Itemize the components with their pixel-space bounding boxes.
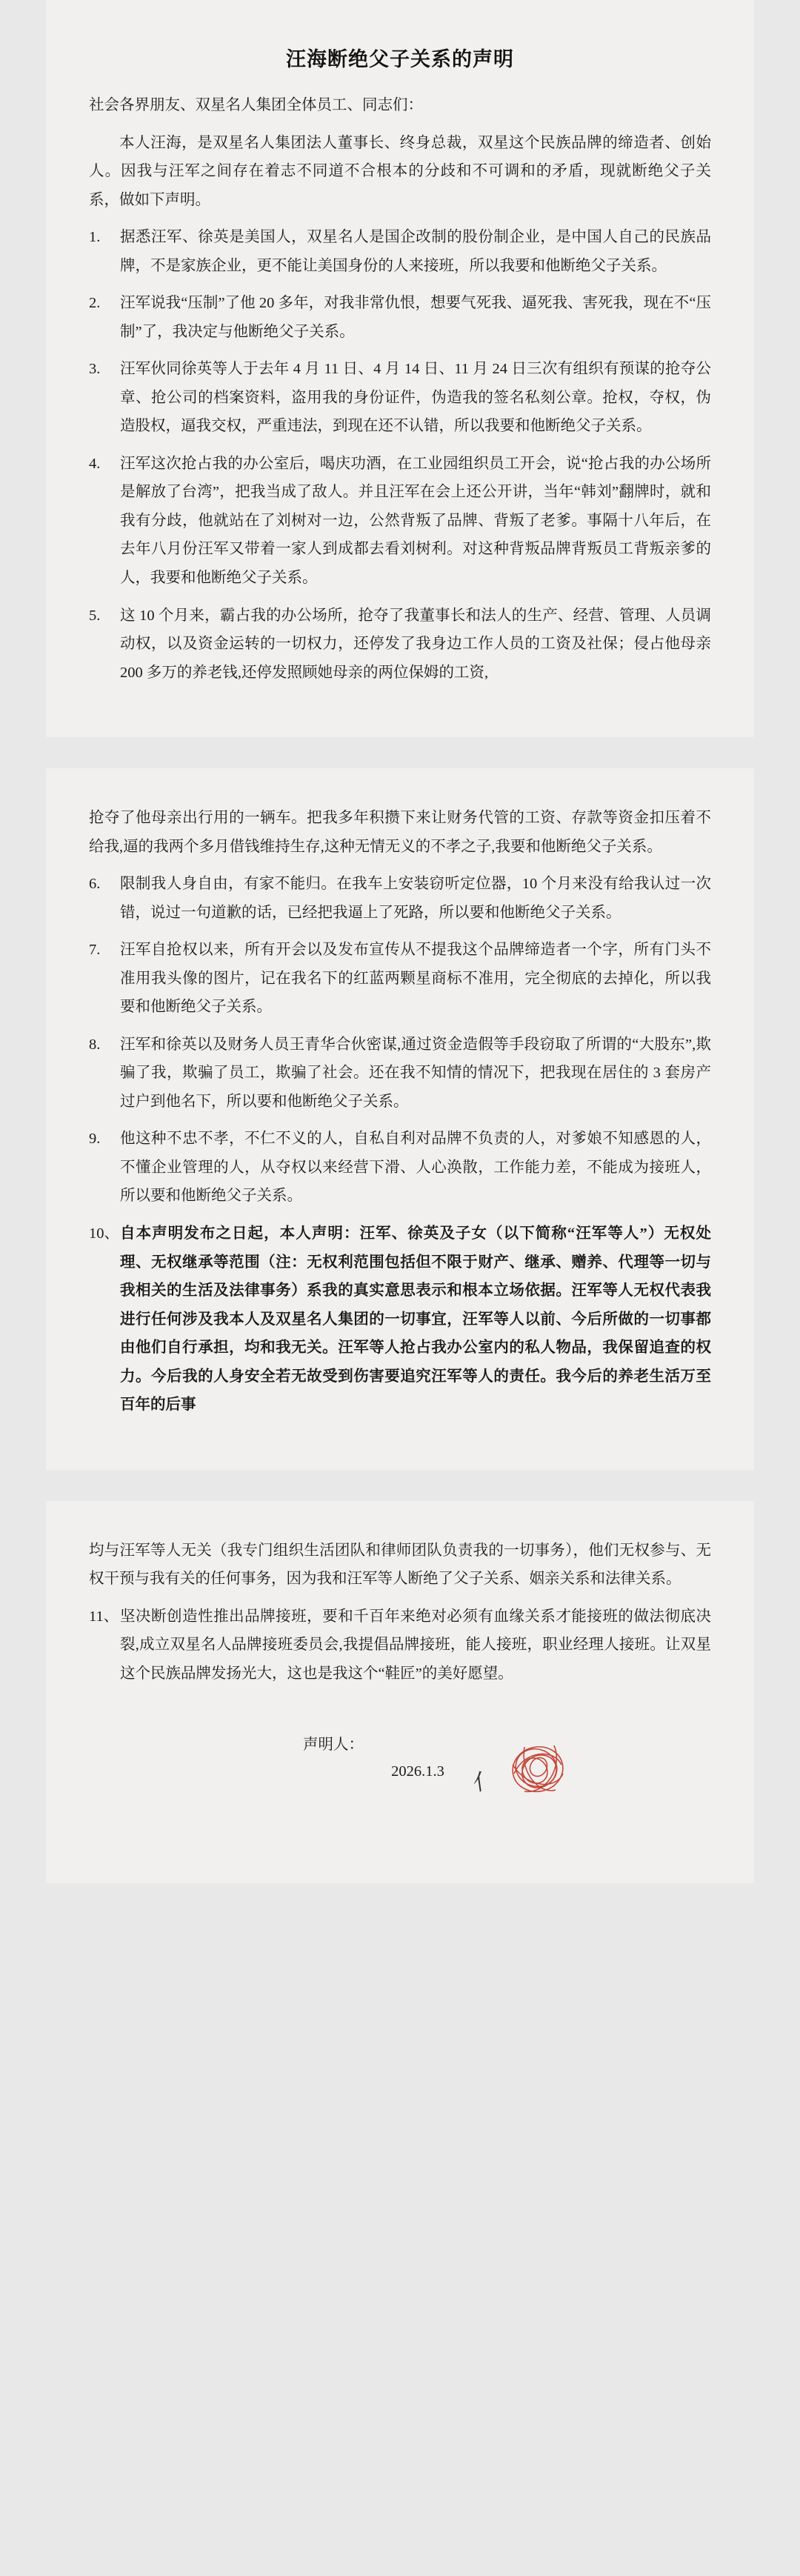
continuation-paragraph: 均与汪军等人无关（我专门组织生活团队和律师团队负责我的一切事务），他们无权参与、无权干预与我有关的任何事务，因为我和汪军等人断绝了父子关系、姻亲关系和法律关系。 [89,1542,711,1588]
list-item [89,1219,711,1420]
list-item [89,1031,711,1116]
list-item-number: 1. [89,229,101,246]
list-item-number: 10、 [89,1225,119,1242]
list-item-text: 汪军和徐英以及财务人员王青华合伙密谋,通过资金造假等手段窃取了所谓的“大股东”,欺骗了我，欺骗了员工，欺骗了社会。还在我不知情的情况下，把我现在居住的 3 套房产过户到他名下，所以要和他断绝父子关系。 [120,1036,711,1110]
list-item-text: 汪军自抢权以来，所有开会以及发布宣传从不提我这个品牌缔造者一个字，所有门头不准用我头像的图片，记在我名下的红蓝两颗星商标不准用，完全彻底的去掉化，所以我要和他断绝父子关系。 [120,942,711,1016]
signature-label: 声明人： [303,1737,364,1754]
list-item-text: 坚决断创造性推出品牌接班，要和千百年来绝对必须有血缘关系才能接班的做法彻底决裂,成立双星名人品牌接班委员会,我提倡品牌接班，能人接班，职业经理人接班。让双星这个民族品牌发扬光大，这也是我这个“鞋匠”的美好愿望。 [120,1608,711,1682]
continuation-paragraph: 抢夺了他母亲出行用的一辆车。把我多年积攒下来让财务代管的工资、存款等资金扣压着不给我,逼的我两个多月借钱维持生存,这种无情无义的不孝之子,我要和他断绝父子关系。 [89,810,711,855]
list-item-number: 8. [89,1036,101,1053]
list-item-text: 据悉汪军、徐英是美国人，双星名人是国企改制的股份制企业，是中国人自己的民族品牌，不是家族企业，更不能让美国身份的人来接班，所以我要和他断绝父子关系。 [120,229,711,274]
list-item-text: 汪军这次抢占我的办公室后，喝庆功酒，在工业园组织员工开会，说“抢占我的办公场所是解放了台湾”，把我当成了敌人。并且汪军在会上还公开讲，当年“韩刘”翻牌时，就和我有分歧，他就站在了刘树对一边，公然背叛了品牌、背叛了老爹。事隔十八年后，在去年八月份汪军又带着一家人到成都去看刘树利。对这种背叛品牌背叛员工背叛亲爹的人，我要和他断绝父子关系。 [120,455,711,586]
list-item [89,870,711,927]
list-item [89,1125,711,1211]
list-item-text: 他这种不忠不孝，不仁不义的人，自私自利对品牌不负责的人，对爹娘不知感恩的人，不懂企业管理的人，从夺权以来经营下滑、人心涣散，工作能力差，不能成为接班人，所以要和他断绝父子关系。 [120,1131,711,1205]
list-item [89,289,711,346]
signature-date: 2026.1.3 [391,1763,444,1780]
list-item-number: 5. [89,607,101,624]
signature-line [89,1731,711,1760]
signature-block [89,1731,711,1842]
list-item-text: 这 10 个月来，霸占我的办公场所，抢夺了我董事长和法人的生产、经营、管理、人员调动权，以及资金运转的一切权力，还停发了我身边工作人员的工资及社保；侵占他母亲 200 多万的养老钱,还停发照顾她母亲的两位保姆的工资, [120,607,711,681]
list-item [89,936,711,1022]
list-item-number: 6. [89,876,101,893]
intro-paragraph: 本人汪海，是双星名人集团法人董事长、终身总裁，双星这个民族品牌的缔造者、创始人。因我与汪军之间存在着志不同道不合根本的分歧和不可调和的矛盾，现就断绝父子关系，做如下声明。 [89,134,711,208]
list-item-number: 11、 [89,1608,119,1625]
list-item-text: 限制我人身自由，有家不能归。在我车上安装窃听定位器，10 个月来没有给我认过一次错，说过一句道歉的话，已经把我逼上了死路，所以要和他断绝父子关系。 [120,876,711,921]
handwritten-signature: 亻 [471,1768,497,1797]
list-item-number: 7. [89,942,101,959]
list-item [89,602,711,688]
page-title: 汪海断绝父子关系的声明 [286,48,514,70]
list-item-number: 2. [89,295,101,312]
list-item [89,355,711,441]
list-item-number: 4. [89,455,101,472]
sheet-3 [46,1501,754,1884]
list-item-text: 汪军伙同徐英等人于去年 4 月 11 日、4 月 14 日、11 月 24 日三次有组织有预谋的抢夺公章、抢公司的档案资料，盗用我的身份证件，伪造我的签名私刻公章。抢权，夺权，伪造股权，逼我交权，严重违法，到现在还不认错，所以我要和他断绝父子关系。 [120,361,711,435]
list-item-text: 自本声明发布之日起，本人声明：汪军、徐英及子女（以下简称“汪军等人”）无权处理、无权继承等范围（注：无权利范围包括但不限于财产、继承、赠养、代理等一切与我相关的生活及法律事务）系我的真实意思表示和根本立场依据。汪军等人无权代表我进行任何涉及我本人及双星名人集团的一切事宜，汪军等人以前、今后所做的一切事都由他们自行承担，均和我无关。汪军等人抢占我办公室内的私人物品，我保留追查的权力。今后我的人身安全若无故受到伤害要追究汪军等人的责任。我今后的养老生活万至百年的后事 [120,1225,711,1414]
sheet-2 [46,768,754,1470]
page-break [0,1470,800,1501]
list-item-number: 9. [89,1131,101,1148]
page-break [0,737,800,768]
sheet-1 [46,0,754,737]
list-item-text: 汪军说我“压制”了他 20 多年，对我非常仇恨，想要气死我、逼死我、害死我，现在不“压制”了，我决定与他断绝父子关系。 [120,295,711,340]
list-item-number: 3. [89,361,101,378]
list-item [89,223,711,280]
salutation: 社会各界朋友、双星名人集团全体员工、同志们： [89,97,423,113]
list-item [89,1602,711,1688]
list-item [89,450,711,593]
